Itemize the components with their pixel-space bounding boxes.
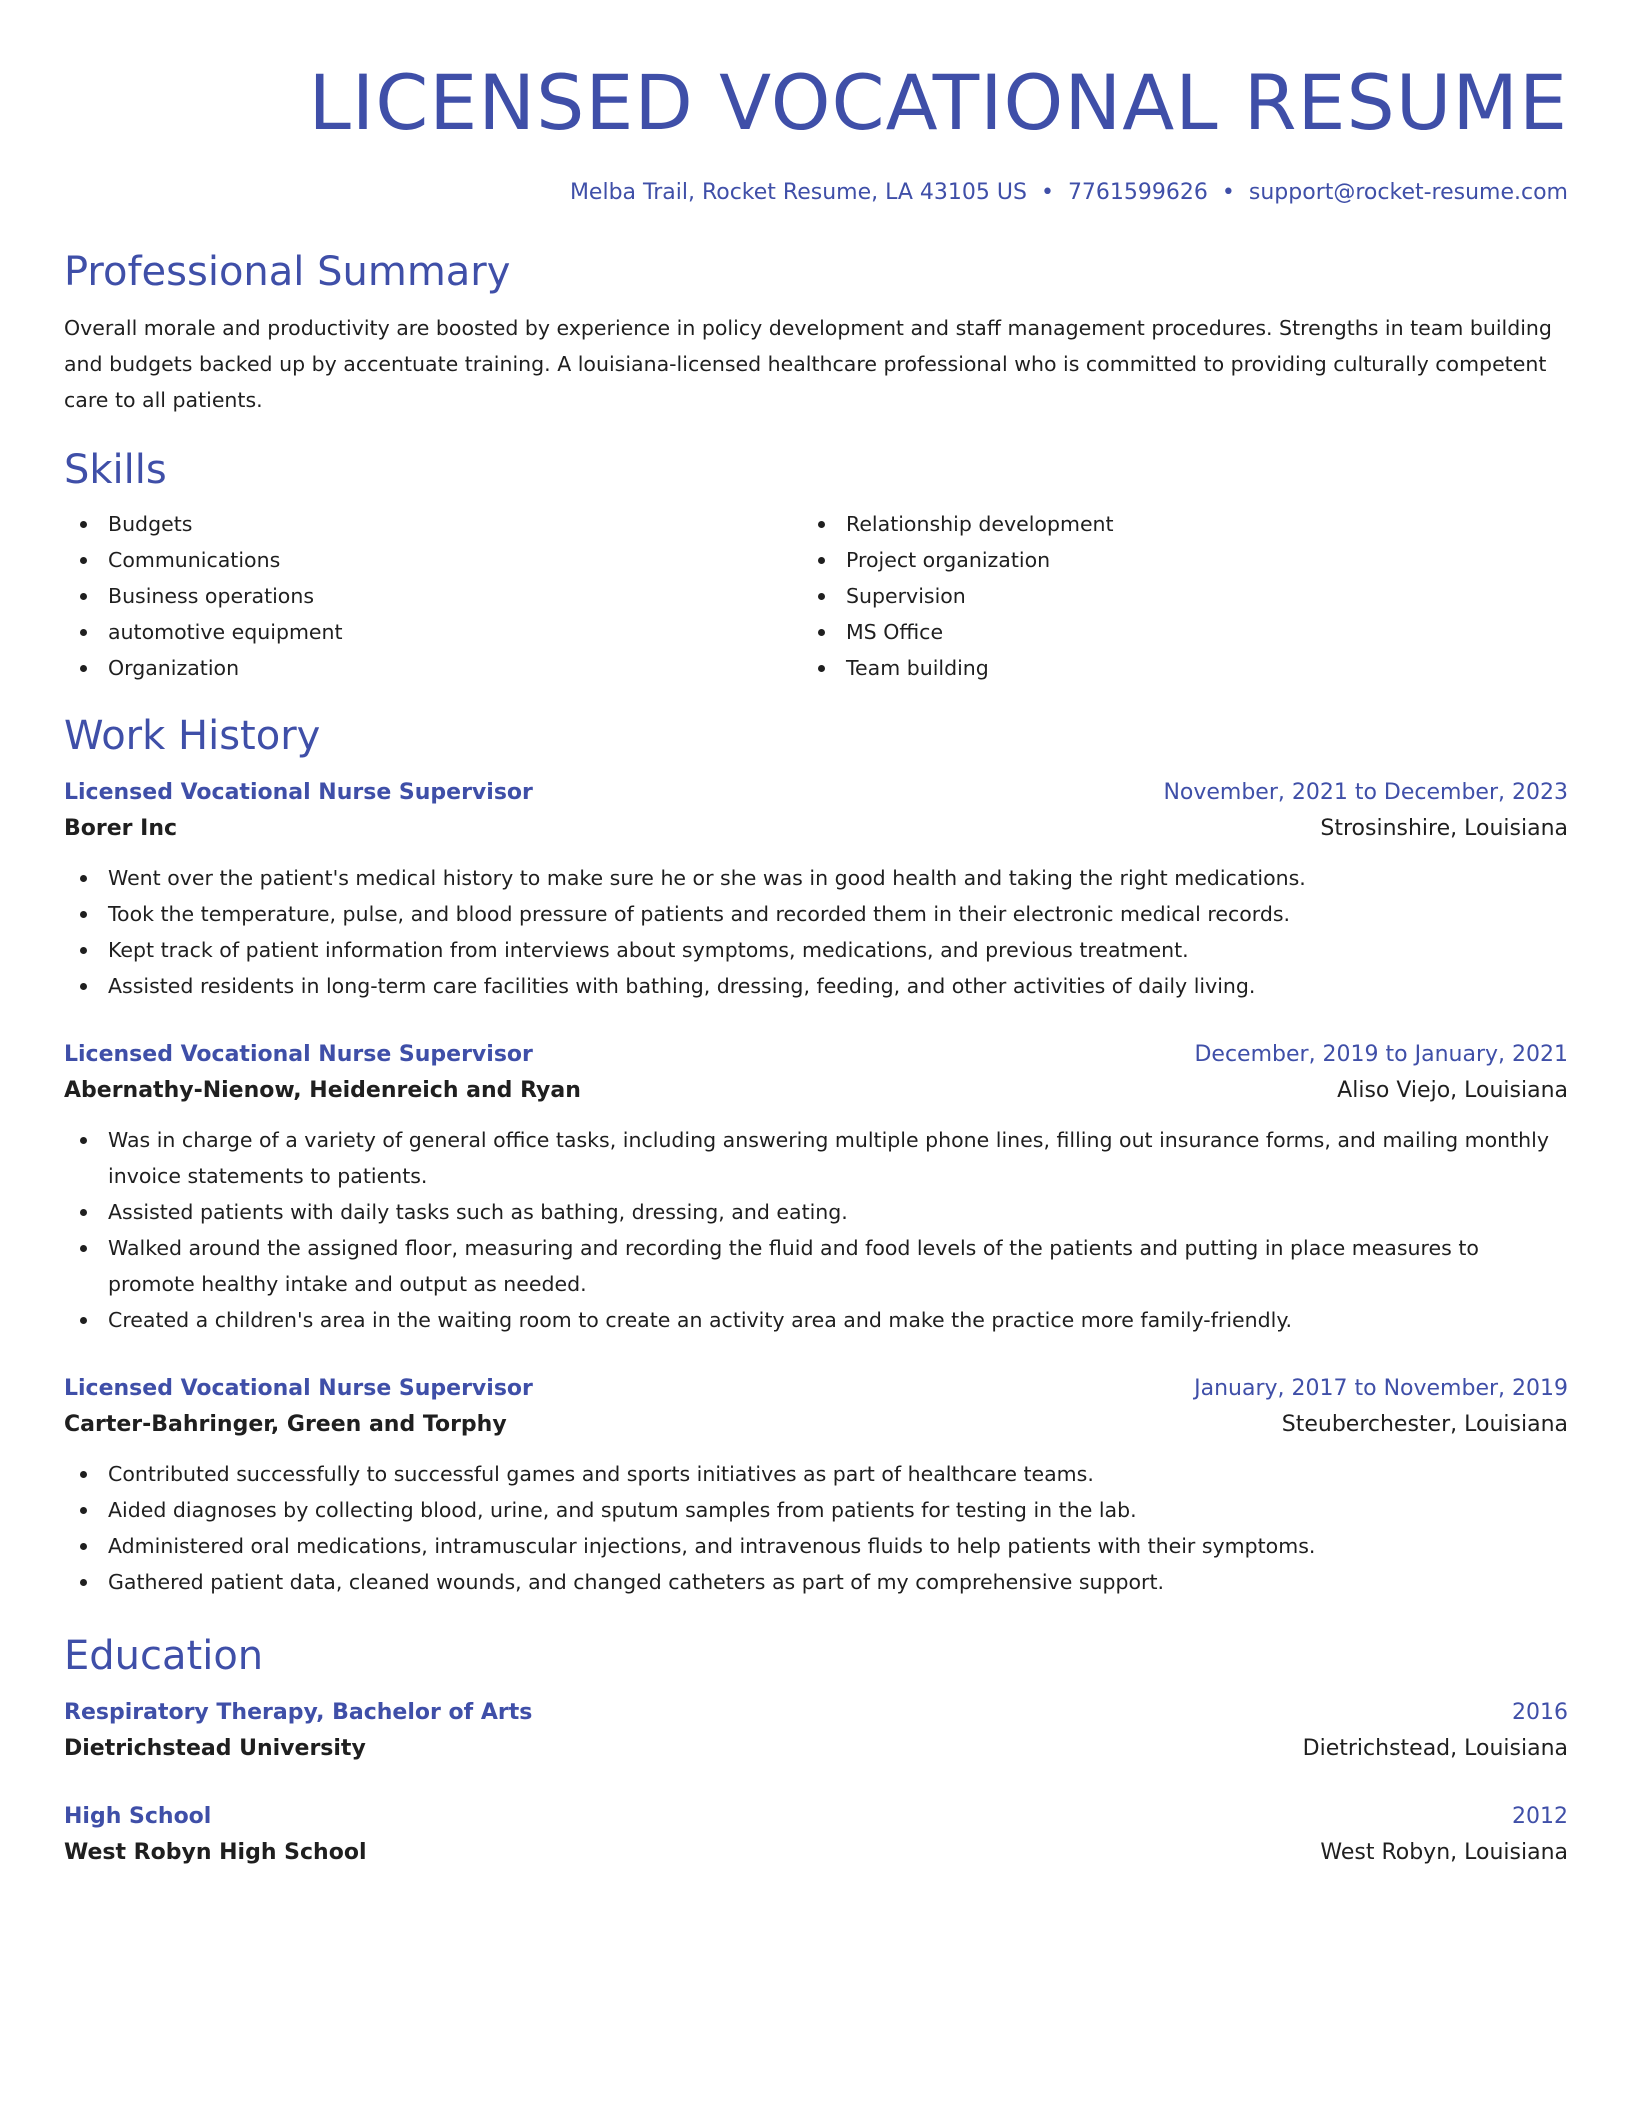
education-entry (64, 1696, 1568, 1768)
education-year: 2016 (1512, 1700, 1568, 1725)
education-location: Dietrichstead, Louisiana (1302, 1736, 1568, 1761)
job-dates: January, 2017 to November, 2019 (1194, 1376, 1568, 1401)
education-entry (64, 1800, 1568, 1872)
job-entry (64, 1038, 1568, 1338)
job-company: Carter-Bahringer, Green and Torphy (64, 1412, 507, 1437)
education-year: 2012 (1512, 1804, 1568, 1829)
contact-address: Melba Trail, Rocket Resume, LA 43105 US (569, 180, 1027, 205)
job-duties-list (64, 1456, 1568, 1600)
skill-item: Budgets (64, 506, 802, 542)
resume-header (64, 58, 1568, 208)
job-duty: Administered oral medications, intramuscular injections, and intravenous fluids to help patients with their symptoms. (64, 1528, 1568, 1564)
job-duty: Assisted residents in long-term care facilities with bathing, dressing, feeding, and other activities of daily living. (64, 968, 1568, 1004)
job-company: Borer Inc (64, 816, 178, 841)
job-dates: December, 2019 to January, 2021 (1194, 1042, 1568, 1067)
job-company-row (64, 1072, 1568, 1110)
skill-item: Communications (64, 542, 802, 578)
contact-phone[interactable]: 7761599626 (1067, 180, 1208, 205)
job-company-row (64, 810, 1568, 848)
contact-email[interactable]: support@rocket-resume.com (1248, 180, 1568, 205)
skill-item: Relationship development (802, 506, 1540, 542)
job-title: Licensed Vocational Nurse Supervisor (64, 1376, 533, 1401)
education-school: West Robyn High School (64, 1840, 367, 1865)
education-school-row (64, 1834, 1568, 1872)
contact-separator: • (1221, 180, 1235, 205)
job-duty: Went over the patient's medical history to make sure he or she was in good health and taking the right medications. (64, 860, 1568, 896)
resume-title: LICENSED VOCATIONAL RESUME (308, 58, 1568, 147)
work-history-section (64, 710, 1568, 1600)
job-duty: Was in charge of a variety of general office tasks, including answering multiple phone lines, filling out insurance forms, and mailing monthly invoice statements to patients. (64, 1122, 1568, 1194)
job-location: Steuberchester, Louisiana (1281, 1412, 1568, 1437)
job-duties-list (64, 860, 1568, 1004)
education-degree: High School (64, 1804, 212, 1829)
job-company-row (64, 1406, 1568, 1444)
job-title: Licensed Vocational Nurse Supervisor (64, 780, 533, 805)
education-location: West Robyn, Louisiana (1320, 1840, 1568, 1865)
job-location: Aliso Viejo, Louisiana (1337, 1078, 1568, 1103)
job-title-row (64, 776, 1568, 810)
work-history-heading: Work History (64, 713, 321, 759)
education-degree: Respiratory Therapy, Bachelor of Arts (64, 1700, 533, 1725)
education-section (64, 1630, 1568, 1872)
job-company: Abernathy-Nienow, Heidenreich and Ryan (64, 1078, 581, 1103)
job-duty: Created a children's area in the waiting room to create an activity area and make the practice more family-friendly. (64, 1302, 1568, 1338)
skill-item: Supervision (802, 578, 1540, 614)
skill-item: automotive equipment (64, 614, 802, 650)
skill-item: MS Office (802, 614, 1540, 650)
skill-item: Business operations (64, 578, 802, 614)
job-duty: Contributed successfully to successful games and sports initiatives as part of healthcare teams. (64, 1456, 1568, 1492)
job-duty: Aided diagnoses by collecting blood, urine, and sputum samples from patients for testing in the lab. (64, 1492, 1568, 1528)
job-dates: November, 2021 to December, 2023 (1163, 780, 1568, 805)
job-duty: Gathered patient data, cleaned wounds, and changed catheters as part of my comprehensive support. (64, 1564, 1568, 1600)
skill-item: Organization (64, 650, 802, 686)
job-entry (64, 776, 1568, 1004)
skill-item: Team building (802, 650, 1540, 686)
summary-section (64, 246, 1568, 418)
contact-separator: • (1040, 180, 1054, 205)
skills-column-left (64, 506, 802, 686)
job-duty: Took the temperature, pulse, and blood pressure of patients and recorded them in their electronic medical records. (64, 896, 1568, 932)
job-entry (64, 1372, 1568, 1600)
education-school: Dietrichstead University (64, 1736, 366, 1761)
job-title: Licensed Vocational Nurse Supervisor (64, 1042, 533, 1067)
contact-line (64, 178, 1568, 208)
education-degree-row (64, 1800, 1568, 1834)
education-school-row (64, 1730, 1568, 1768)
education-heading: Education (64, 1633, 264, 1679)
education-degree-row (64, 1696, 1568, 1730)
skills-column-right (802, 506, 1540, 686)
skills-heading: Skills (64, 447, 167, 493)
job-title-row (64, 1038, 1568, 1072)
job-duty: Assisted patients with daily tasks such as bathing, dressing, and eating. (64, 1194, 1568, 1230)
summary-heading: Professional Summary (64, 249, 511, 295)
job-duties-list (64, 1122, 1568, 1338)
summary-text: Overall morale and productivity are boosted by experience in policy development and staff management procedures. Strengths in team building and budgets backed up by accentuate training. A louisiana-licensed healthcare professional who is committed to providing culturally competent care to all patients. (64, 316, 1552, 412)
job-location: Strosinshire, Louisiana (1320, 816, 1568, 841)
skills-section (64, 444, 1568, 686)
job-duty: Walked around the assigned floor, measuring and recording the fluid and food levels of the patients and putting in place measures to promote healthy intake and output as needed. (64, 1230, 1568, 1302)
job-duty: Kept track of patient information from interviews about symptoms, medications, and previous treatment. (64, 932, 1568, 968)
skills-list-right (802, 506, 1540, 686)
job-title-row (64, 1372, 1568, 1406)
skills-list-left (64, 506, 802, 686)
skills-grid (64, 506, 1568, 686)
skill-item: Project organization (802, 542, 1540, 578)
